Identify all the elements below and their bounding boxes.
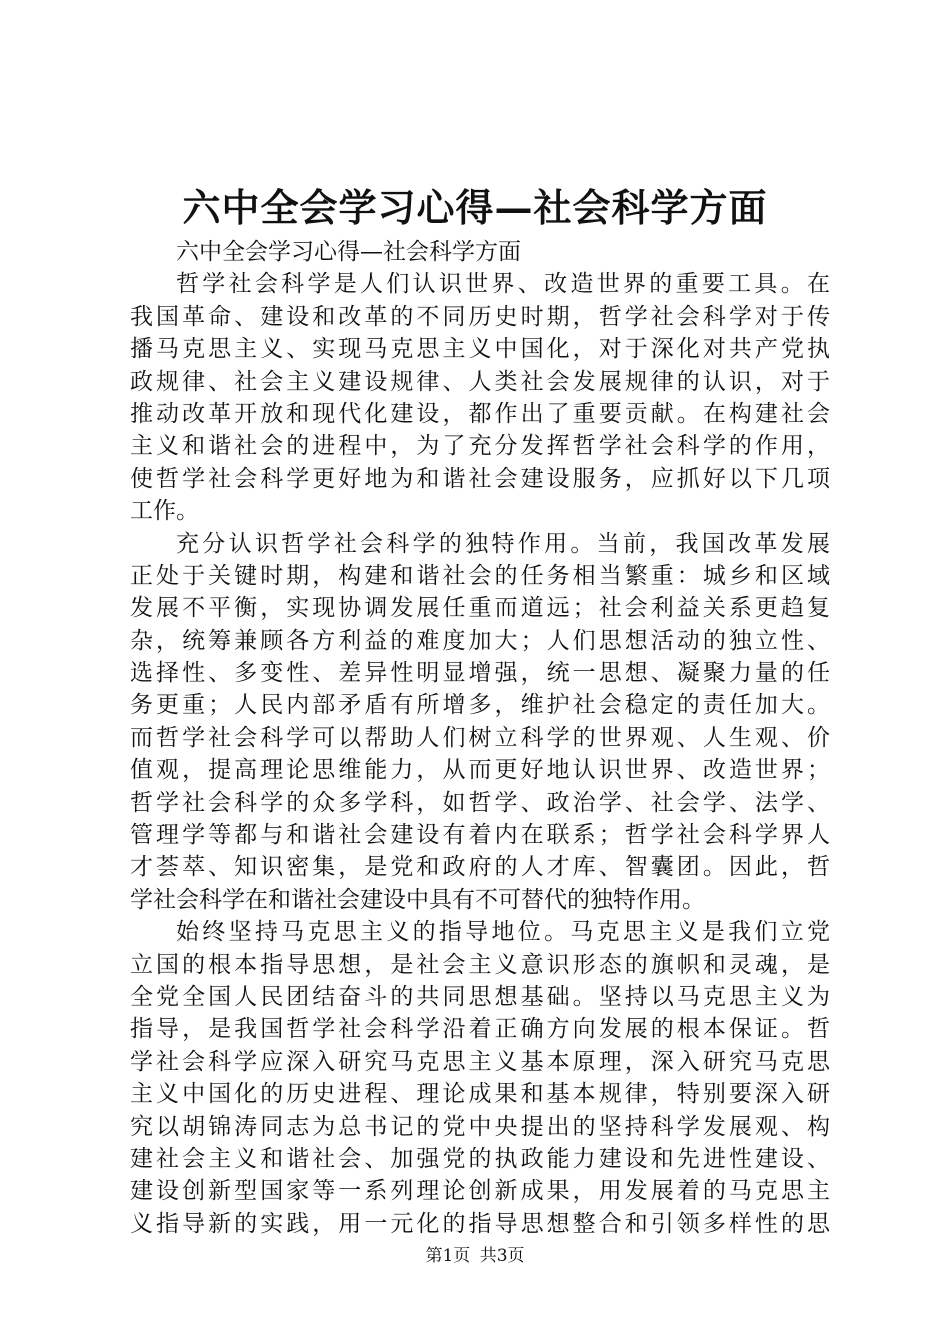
text-line: 推动改革开放和现代化建设，都作出了重要贡献。在构建社会 (130, 400, 830, 427)
text-line: 值观，提高理论思维能力，从而更好地认识世界、改造世界； (130, 757, 830, 784)
text-line: 建社会主义和谐社会、加强党的执政能力建设和先进性建设、 (130, 1145, 830, 1172)
text-line: 主义中国化的历史进程、理论成果和基本规律，特别要深入研 (130, 1081, 830, 1108)
text-line: 而哲学社会科学可以帮助人们树立科学的世界观、人生观、价 (130, 724, 830, 751)
text-line: 选择性、多变性、差异性明显增强，统一思想、凝聚力量的任 (130, 660, 830, 687)
text-line: 正处于关键时期，构建和谐社会的任务相当繁重：城乡和区域 (130, 562, 830, 589)
text-line: 始终坚持马克思主义的指导地位。马克思主义是我们立党 (176, 919, 830, 946)
text-line: 充分认识哲学社会科学的独特作用。当前，我国改革发展 (176, 530, 830, 557)
text-line: 全党全国人民团结奋斗的共同思想基础。坚持以马克思主义为 (130, 983, 830, 1010)
text-line: 指导，是我国哲学社会科学沿着正确方向发展的根本保证。哲 (130, 1016, 830, 1043)
text-line: 义指导新的实践，用一元化的指导思想整合和引领多样性的思 (130, 1210, 830, 1237)
document-body (130, 236, 830, 1240)
text-line: 我国革命、建设和改革的不同历史时期，哲学社会科学对于传 (130, 303, 830, 330)
text-line: 哲学社会科学是人们认识世界、改造世界的重要工具。在 (176, 271, 830, 298)
text-line: 才荟萃、知识密集，是党和政府的人才库、智囊团。因此，哲 (130, 854, 830, 881)
text-line: 发展不平衡，实现协调发展任重而道远；社会利益关系更趋复 (130, 595, 830, 622)
document-title: 六中全会学习心得—社会科学方面 (182, 185, 768, 230)
text-line: 杂，统筹兼顾各方利益的难度加大；人们思想活动的独立性、 (130, 627, 830, 654)
text-line: 哲学社会科学的众多学科，如哲学、政治学、社会学、法学、 (130, 789, 830, 816)
text-line: 管理学等都与和谐社会建设有着内在联系；哲学社会科学界人 (130, 822, 830, 849)
text-line: 学社会科学在和谐社会建设中具有不可替代的独特作用。 (130, 886, 705, 913)
text-line: 播马克思主义、实现马克思主义中国化，对于深化对共产党执 (130, 336, 830, 363)
text-line: 工作。 (130, 498, 199, 525)
text-line: 务更重；人民内部矛盾有所增多，维护社会稳定的责任加大。 (130, 692, 830, 719)
text-line: 究以胡锦涛同志为总书记的党中央提出的坚持科学发展观、构 (130, 1113, 830, 1140)
text-line: 学社会科学应深入研究马克思主义基本原理，深入研究马克思 (130, 1048, 830, 1075)
page-footer: 第1页 共3页 (425, 1246, 525, 1266)
text-line: 使哲学社会科学更好地为和谐社会建设服务，应抓好以下几项 (130, 465, 830, 492)
text-line: 政规律、社会主义建设规律、人类社会发展规律的认识，对于 (130, 368, 830, 395)
text-line: 六中全会学习心得—社会科学方面 (176, 239, 521, 265)
text-line: 建设创新型国家等一系列理论创新成果，用发展着的马克思主 (130, 1178, 830, 1205)
text-line: 主义和谐社会的进程中，为了充分发挥哲学社会科学的作用， (130, 433, 830, 460)
text-line: 立国的根本指导思想，是社会主义意识形态的旗帜和灵魂，是 (130, 951, 830, 978)
